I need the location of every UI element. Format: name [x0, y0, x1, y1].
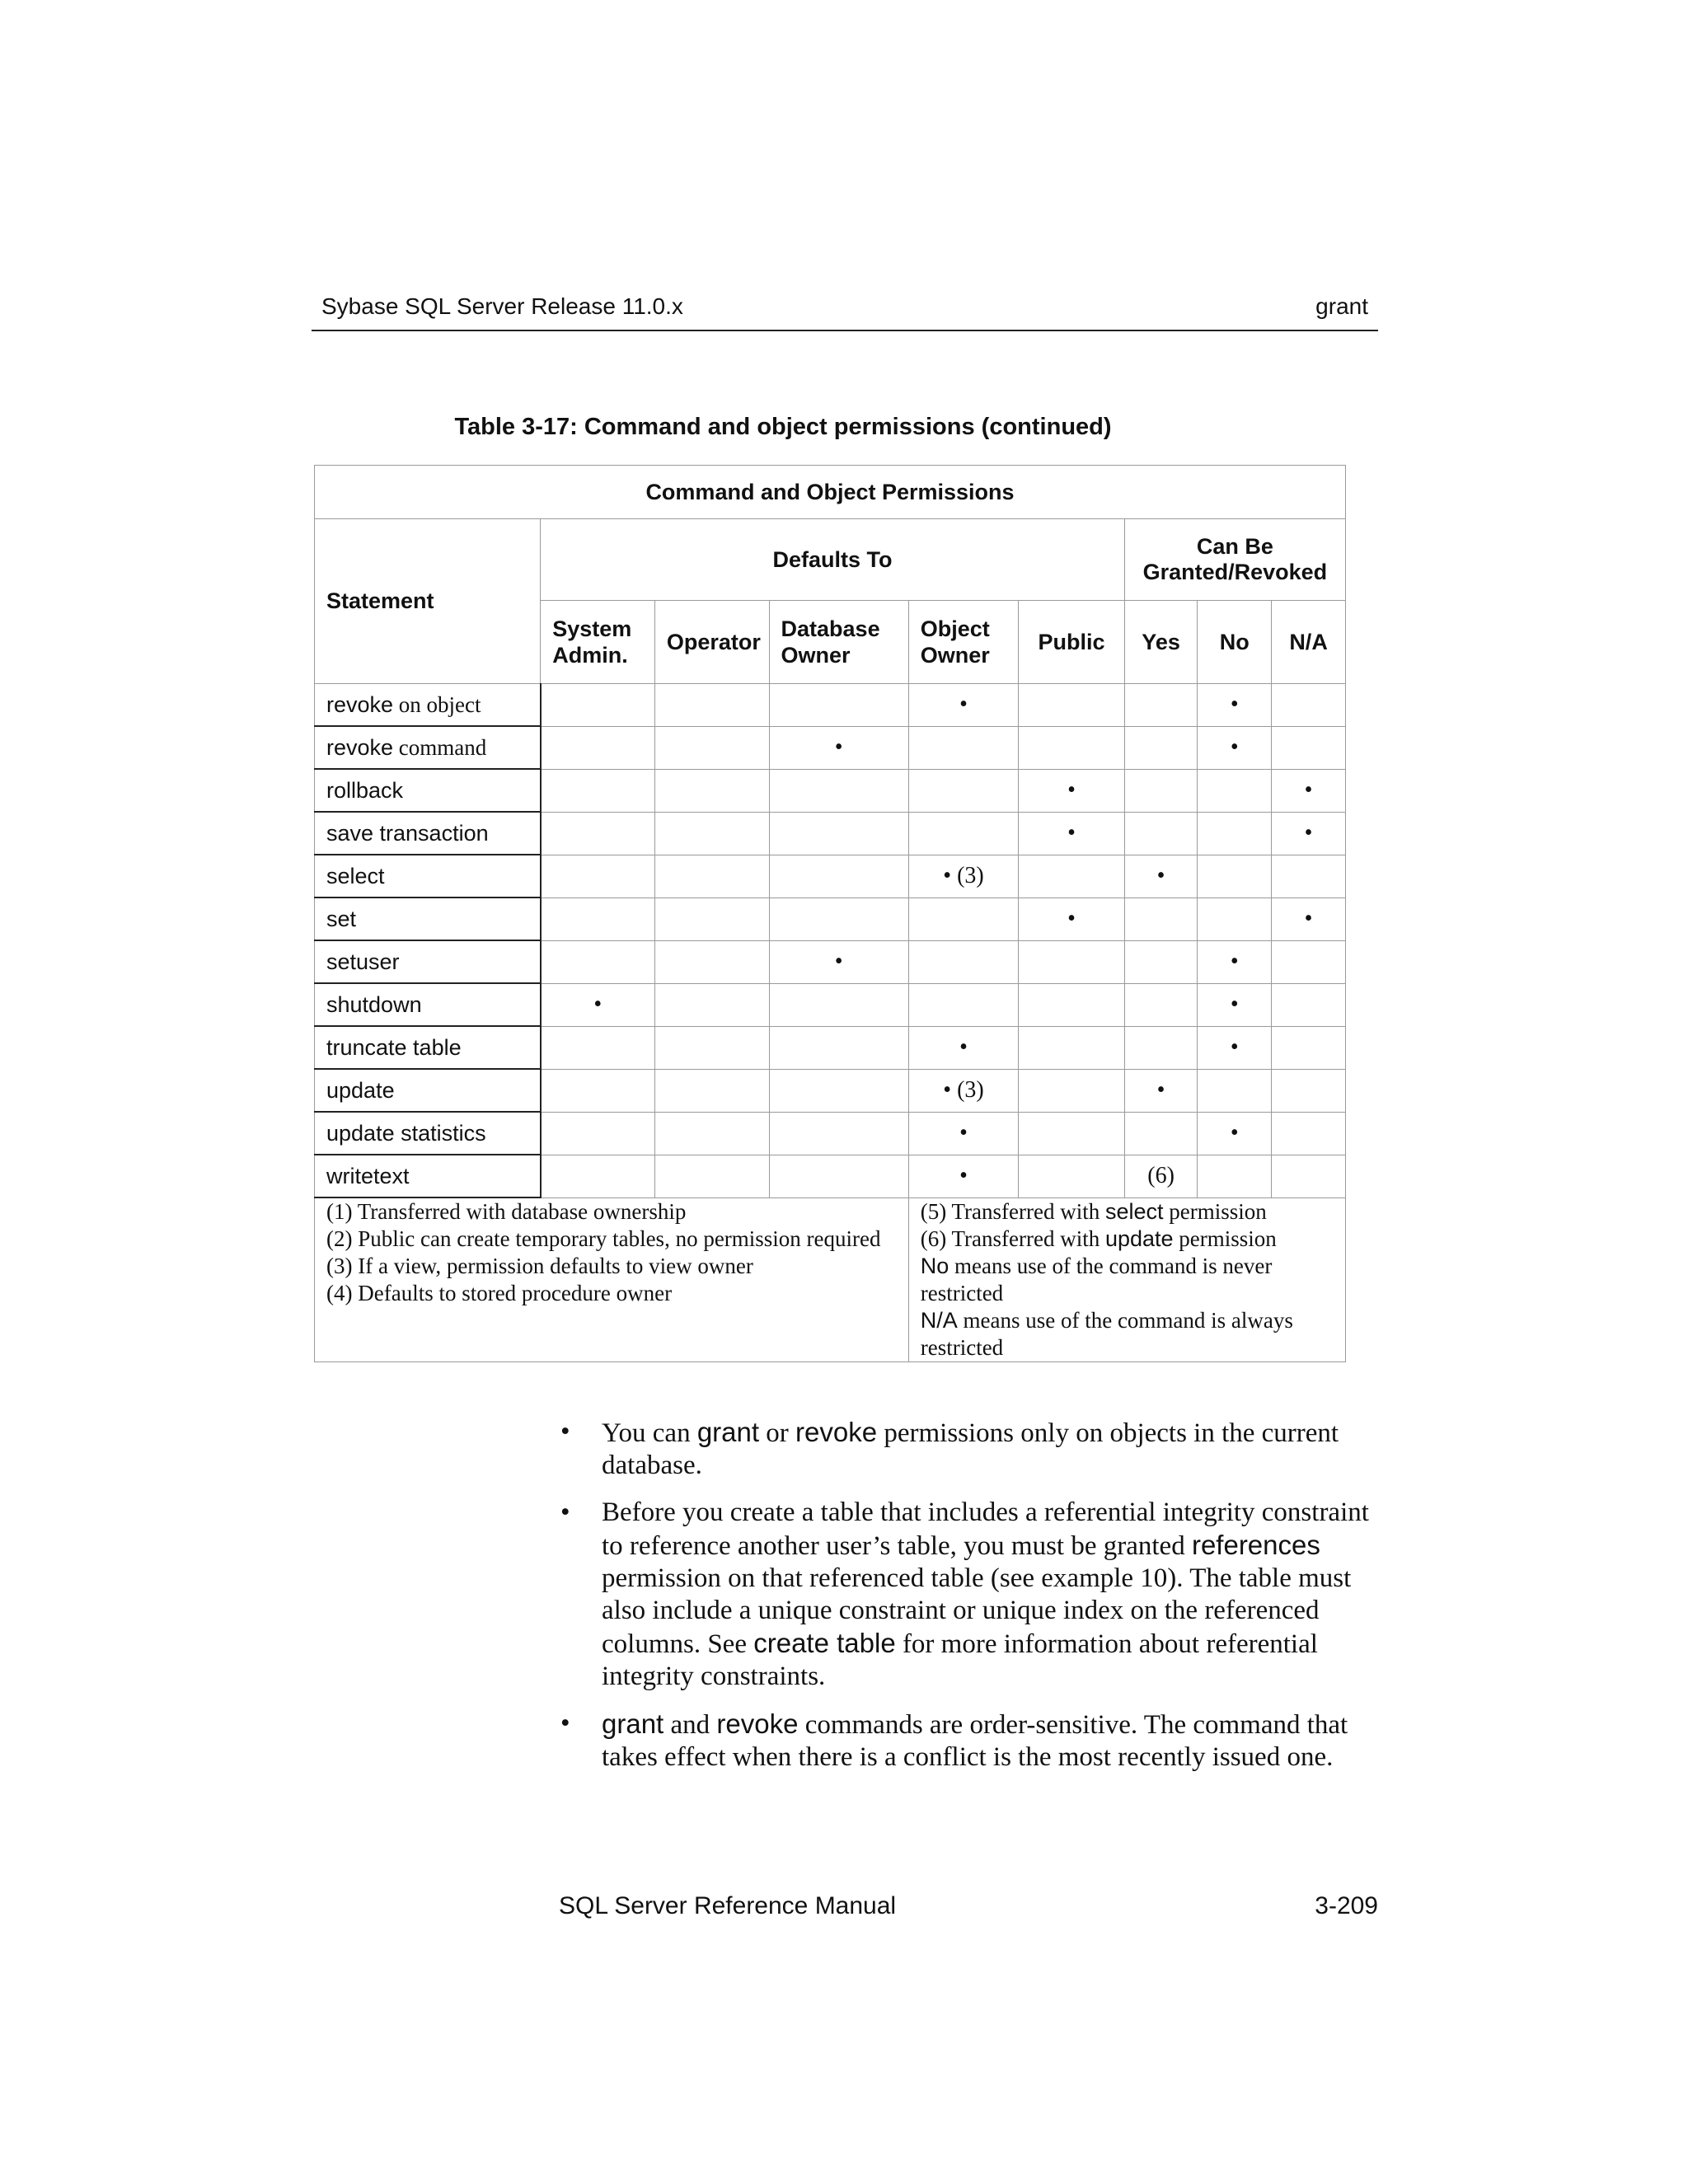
permission-cell	[541, 898, 655, 940]
permission-cell	[654, 684, 769, 727]
permission-cell	[1019, 940, 1124, 983]
bullet-keyword: references	[1191, 1530, 1320, 1560]
permission-cell	[1124, 1026, 1198, 1069]
footnote-5-tail: permission	[1163, 1198, 1267, 1224]
permission-cell	[1198, 855, 1272, 898]
permission-cell	[1124, 769, 1198, 812]
permission-cell	[769, 769, 908, 812]
statement-command: writetext	[326, 1163, 410, 1188]
permission-cell: •	[1124, 1069, 1198, 1112]
statement-cell	[315, 812, 541, 855]
footer-page-number: 3-209	[1315, 1892, 1378, 1919]
footnote-no-keyword: No	[920, 1253, 950, 1278]
footnotes-left	[315, 1197, 909, 1361]
header-section-name: grant	[1315, 293, 1368, 319]
bullet-keyword: grant	[696, 1417, 760, 1447]
statement-command: revoke	[326, 691, 394, 717]
permission-cell	[654, 898, 769, 940]
statement-cell	[315, 769, 541, 812]
permission-cell	[908, 898, 1019, 940]
permission-cell	[541, 812, 655, 855]
permission-cell	[908, 983, 1019, 1026]
permission-cell: •	[908, 1026, 1019, 1069]
table-row	[315, 726, 1346, 769]
permission-cell	[769, 1026, 908, 1069]
permission-cell: •	[1019, 769, 1124, 812]
can-be-granted-header	[1124, 519, 1345, 601]
page-header	[312, 288, 1378, 331]
permission-cell	[1124, 812, 1198, 855]
table-row	[315, 769, 1346, 812]
col-system-admin-line-1: System	[552, 616, 632, 641]
permission-cell	[541, 1069, 655, 1112]
col-no: No	[1198, 601, 1272, 684]
permission-cell	[1124, 940, 1198, 983]
col-operator: Operator	[654, 601, 769, 684]
permission-cell	[541, 769, 655, 812]
bullet-dot: •	[560, 1417, 570, 1446]
permissions-table	[314, 465, 1346, 1362]
footnote-no-text: means use of the command is never restricted	[920, 1253, 1273, 1305]
permission-cell	[1019, 1112, 1124, 1155]
permission-cell	[1272, 940, 1346, 983]
permission-cell	[654, 855, 769, 898]
permission-cell: • (3)	[908, 855, 1019, 898]
footnote-5-text: (5) Transferred with	[920, 1198, 1105, 1224]
permission-cell	[654, 983, 769, 1026]
bullet-list	[554, 1416, 1378, 1788]
header-product-title: Sybase SQL Server Release 11.0.x	[321, 293, 683, 319]
permission-cell: •	[1272, 812, 1346, 855]
permission-cell	[541, 1026, 655, 1069]
permission-cell	[1198, 1155, 1272, 1197]
bullet-text: for more information about referential integrity constraints.	[602, 1629, 1318, 1691]
footnote-6-text: (6) Transferred with	[920, 1226, 1105, 1251]
permission-cell	[1019, 1155, 1124, 1197]
permission-cell: •	[1124, 855, 1198, 898]
bullet-text: You can	[602, 1418, 697, 1448]
permission-cell: •	[908, 1112, 1019, 1155]
col-database-owner-line-1: Database	[781, 616, 880, 641]
bullet-text: permissions only on objects in the current database.	[602, 1418, 1339, 1480]
table-row	[315, 855, 1346, 898]
footnote-6	[921, 1226, 1334, 1253]
permission-cell	[1198, 1069, 1272, 1112]
permission-cell: •	[1198, 1112, 1272, 1155]
permission-cell	[654, 1069, 769, 1112]
footnote-na	[921, 1307, 1334, 1361]
permission-cell	[1272, 855, 1346, 898]
bullet-text: and	[663, 1710, 717, 1740]
permission-cell	[1019, 684, 1124, 727]
permission-cell	[1019, 983, 1124, 1026]
permission-cell	[654, 1112, 769, 1155]
table-row	[315, 1112, 1346, 1155]
permission-cell	[1124, 684, 1198, 727]
statement-suffix: on object	[393, 691, 481, 717]
permission-cell	[908, 726, 1019, 769]
permission-cell	[541, 1155, 655, 1197]
statement-cell	[315, 1155, 541, 1197]
permission-cell	[1272, 1069, 1346, 1112]
permission-cell	[769, 1112, 908, 1155]
permission-cell	[1124, 898, 1198, 940]
permission-cell	[1198, 898, 1272, 940]
footnote-1: (1) Transferred with database ownership	[326, 1199, 687, 1224]
statement-cell	[315, 1112, 541, 1155]
statement-command: update	[326, 1077, 395, 1103]
permission-cell	[908, 940, 1019, 983]
permission-cell	[1124, 1112, 1198, 1155]
permission-cell	[541, 684, 655, 727]
permission-cell	[769, 855, 908, 898]
permission-cell	[1019, 1026, 1124, 1069]
permission-cell	[769, 812, 908, 855]
permission-cell	[1019, 855, 1124, 898]
footnote-no	[921, 1253, 1334, 1307]
col-na: N/A	[1272, 601, 1346, 684]
statement-command: setuser	[326, 949, 400, 974]
bullet-keyword: revoke	[716, 1708, 799, 1739]
footnote-6-keyword: update	[1104, 1226, 1174, 1251]
statement-suffix: command	[393, 734, 487, 760]
bullet-text: or	[759, 1418, 796, 1448]
permission-cell: •	[1272, 898, 1346, 940]
permission-cell: •	[1272, 769, 1346, 812]
permission-cell	[1124, 726, 1198, 769]
permission-cell	[1272, 684, 1346, 727]
permission-cell	[769, 898, 908, 940]
statement-cell	[315, 684, 541, 727]
table-row	[315, 898, 1346, 940]
statement-cell	[315, 898, 541, 940]
col-database-owner	[769, 601, 908, 684]
permission-cell	[654, 1155, 769, 1197]
bullet-keyword: revoke	[795, 1417, 878, 1447]
permission-cell	[1019, 726, 1124, 769]
permission-cell	[908, 812, 1019, 855]
permission-cell	[1019, 1069, 1124, 1112]
col-system-admin	[541, 601, 655, 684]
permission-cell	[1272, 1155, 1346, 1197]
bullet-keyword: create table	[753, 1628, 896, 1658]
permission-cell	[1272, 983, 1346, 1026]
footnote-3: (3) If a view, permission defaults to view owner	[326, 1254, 753, 1278]
permission-cell	[1124, 983, 1198, 1026]
table-row	[315, 983, 1346, 1026]
permission-cell	[541, 726, 655, 769]
permission-cell	[654, 769, 769, 812]
permission-cell: •	[1198, 684, 1272, 727]
statement-command: shutdown	[326, 991, 422, 1017]
permission-cell: •	[1019, 812, 1124, 855]
permission-cell: (6)	[1124, 1155, 1198, 1197]
table-row	[315, 1026, 1346, 1069]
statement-cell	[315, 855, 541, 898]
permission-cell	[769, 1069, 908, 1112]
permission-cell: •	[541, 983, 655, 1026]
permission-cell: •	[908, 684, 1019, 727]
bullet-dot: •	[560, 1497, 570, 1527]
permission-cell	[654, 940, 769, 983]
statement-command: revoke	[326, 734, 394, 760]
permission-cell: • (3)	[908, 1069, 1019, 1112]
permission-cell	[769, 983, 908, 1026]
defaults-to-header: Defaults To	[541, 519, 1125, 601]
permission-cell	[1272, 1112, 1346, 1155]
table-row	[315, 1069, 1346, 1112]
statement-command: select	[326, 863, 385, 888]
footnote-2: (2) Public can create temporary tables, no permission required	[326, 1226, 881, 1251]
statement-command: truncate table	[326, 1034, 462, 1060]
permission-cell	[654, 1026, 769, 1069]
table-row	[315, 940, 1346, 983]
permission-cell	[1272, 726, 1346, 769]
can-be-line-1: Can Be	[1196, 534, 1273, 559]
permission-cell: •	[1019, 898, 1124, 940]
permission-cell	[1198, 769, 1272, 812]
bullet-item	[554, 1708, 1378, 1774]
col-object-owner-line-2: Owner	[920, 643, 990, 668]
table-title: Command and Object Permissions	[315, 466, 1346, 519]
footnotes-right	[908, 1197, 1345, 1361]
footnote-na-keyword: N/A	[920, 1307, 958, 1333]
footnote-5	[921, 1198, 1334, 1226]
statement-command: save transaction	[326, 820, 489, 846]
permission-cell	[1198, 812, 1272, 855]
permission-cell: •	[769, 940, 908, 983]
permission-cell	[541, 940, 655, 983]
bullet-text: commands are order-sensitive. The command that takes effect when there is a conflict is the most recently issued one.	[602, 1710, 1348, 1772]
bullet-text: Before you create a table that includes a referential integrity constraint to reference another user’s table, you must be granted	[602, 1497, 1369, 1561]
can-be-line-2: Granted/Revoked	[1142, 560, 1328, 584]
col-public: Public	[1019, 601, 1124, 684]
statement-command: rollback	[326, 777, 404, 803]
statement-cell	[315, 1026, 541, 1069]
footer-manual-title: SQL Server Reference Manual	[559, 1892, 897, 1919]
col-object-owner-line-1: Object	[920, 616, 990, 641]
permission-cell	[654, 812, 769, 855]
statement-cell	[315, 1069, 541, 1112]
permission-cell: •	[1198, 940, 1272, 983]
statement-cell	[315, 726, 541, 769]
permission-cell	[908, 769, 1019, 812]
permission-cell	[769, 684, 908, 727]
col-system-admin-line-2: Admin.	[552, 643, 628, 668]
permission-cell	[769, 1155, 908, 1197]
permission-cell	[541, 855, 655, 898]
permission-cell: •	[1198, 1026, 1272, 1069]
permission-cell	[654, 726, 769, 769]
statement-command: update statistics	[326, 1120, 486, 1146]
bullet-item	[554, 1497, 1378, 1693]
statement-cell	[315, 983, 541, 1026]
permission-cell: •	[1198, 726, 1272, 769]
bullet-dot: •	[560, 1708, 570, 1738]
footnote-na-text: means use of the command is always restricted	[920, 1307, 1293, 1360]
statement-command: set	[326, 906, 357, 931]
statement-header: Statement	[315, 519, 541, 684]
permission-cell: •	[769, 726, 908, 769]
permission-cell	[541, 1112, 655, 1155]
bullet-text: permission on that referenced table (see example 10). The table must also include a unique constraint or unique index on the referenced columns. See	[602, 1563, 1352, 1659]
table-row	[315, 684, 1346, 727]
permission-cell: •	[908, 1155, 1019, 1197]
footnote-6-tail: permission	[1173, 1226, 1277, 1251]
bullet-item	[554, 1416, 1378, 1482]
footnote-4: (4) Defaults to stored procedure owner	[326, 1281, 673, 1305]
table-caption: Table 3-17: Command and object permissions (continued)	[454, 414, 1112, 440]
permission-cell: •	[1198, 983, 1272, 1026]
bullet-keyword: grant	[602, 1708, 664, 1739]
footnote-5-keyword: select	[1104, 1198, 1164, 1224]
col-yes: Yes	[1124, 601, 1198, 684]
col-database-owner-line-2: Owner	[781, 643, 851, 668]
table-row	[315, 812, 1346, 855]
permission-cell	[1272, 1026, 1346, 1069]
col-object-owner	[908, 601, 1019, 684]
table-row	[315, 1155, 1346, 1197]
statement-cell	[315, 940, 541, 983]
